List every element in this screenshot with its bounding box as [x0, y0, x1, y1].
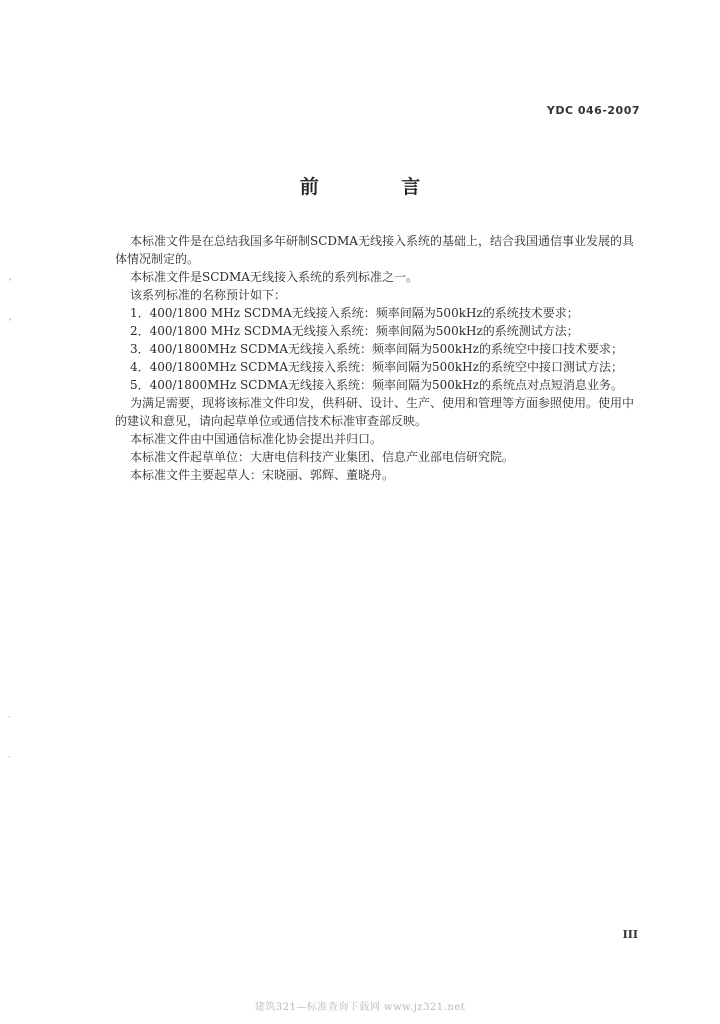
paragraph: 本标准文件起草单位：大唐电信科技产业集团、信息产业部电信研究院。 — [130, 450, 515, 464]
paragraph: 该系列标准的名称预计如下： — [130, 288, 287, 302]
paragraph: 本标准文件由中国通信标准化协会提出并归口。 — [130, 432, 383, 446]
paragraph: 本标准文件是SCDMA无线接入系统的系列标准之一。 — [130, 270, 418, 284]
list-item: 1．400/1800 MHz SCDMA无线接入系统：频率间隔为500kHz的系统技术要求； — [130, 306, 579, 320]
list-item: 5．400/1800MHz SCDMA无线接入系统：频率间隔为500kHz的系统点对点短消息业务。 — [130, 378, 623, 392]
standard-code: YDC 046-2007 — [546, 104, 640, 117]
page-title: 前 言 — [299, 176, 459, 198]
scan-speck: ˄ — [8, 278, 12, 287]
footer-watermark: 建筑321—标准查询下载网 www.jz321.net — [254, 1002, 466, 1013]
paragraph: 本标准文件主要起草人：宋晓丽、郭辉、董晓舟。 — [130, 468, 395, 482]
scan-speck: ˄ — [8, 318, 12, 327]
scan-speck: ˗ — [8, 712, 11, 721]
page-number: III — [622, 928, 638, 941]
paragraph: 为满足需要，现将该标准文件印发，供科研、设计、生产、使用和管理等方面参照使用。使用中的建议和意见，请向起草单位或通信技术标准审查部反映。 — [115, 396, 635, 428]
list-item: 4．400/1800MHz SCDMA无线接入系统：频率间隔为500kHz的系统空中接口测试方法； — [130, 360, 623, 374]
list-item: 3．400/1800MHz SCDMA无线接入系统：频率间隔为500kHz的系统空中接口技术要求； — [130, 342, 623, 356]
document-body — [115, 232, 645, 484]
paragraph: 本标准文件是在总结我国多年研制SCDMA无线接入系统的基础上，结合我国通信事业发展的具体情况制定的。 — [115, 234, 634, 266]
list-item: 2．400/1800 MHz SCDMA无线接入系统：频率间隔为500kHz的系统测试方法； — [130, 324, 579, 338]
scan-speck: ˗ — [8, 752, 11, 761]
